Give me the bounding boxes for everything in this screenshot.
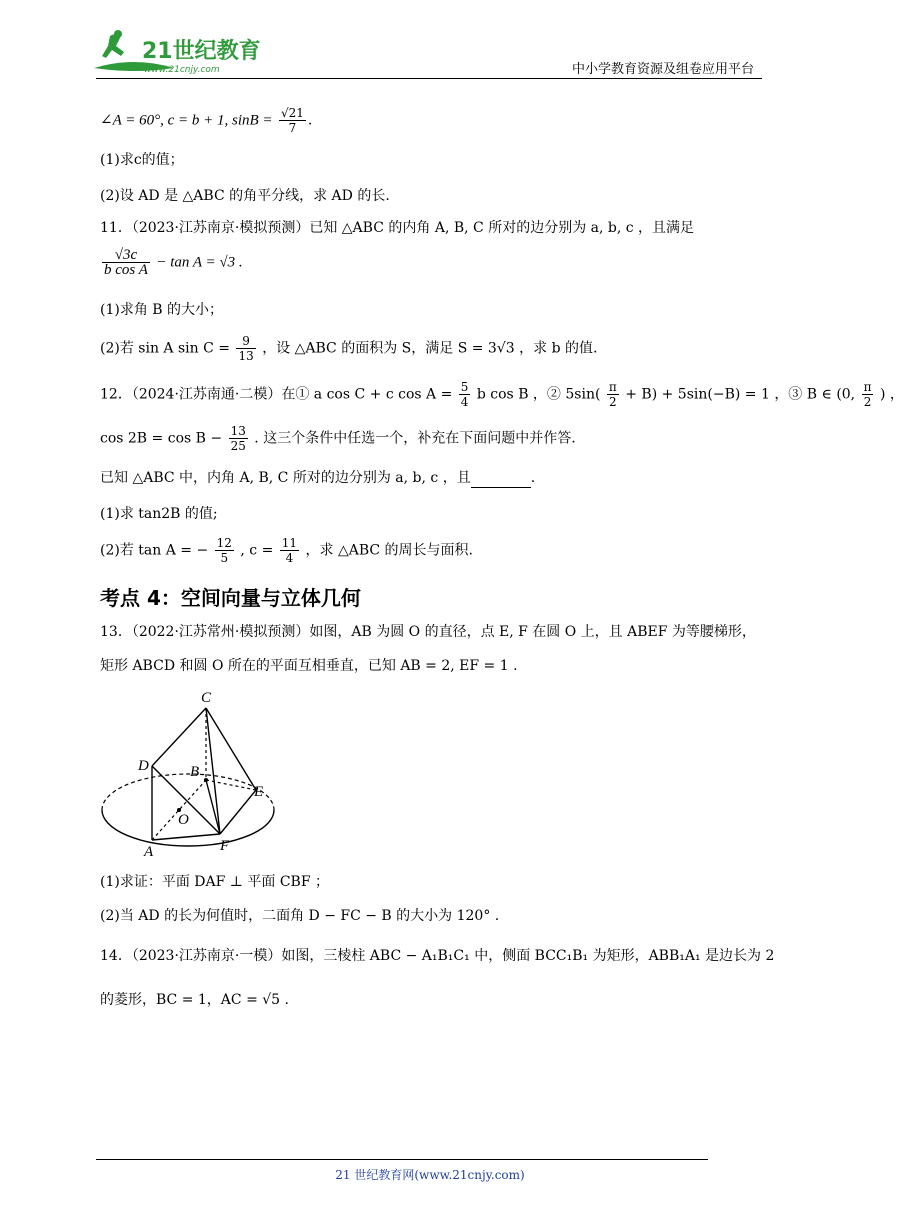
q11-equation: $\frac{√3c}{\text{b cos A}}$ − tan A = √3 . (104, 247, 243, 278)
footer-link[interactable]: 21 世纪教育网(www.21cnjy.com) (335, 1168, 525, 1182)
q13-part1: (1)求证：平面 DAF ⊥ 平面 CBF ； (100, 874, 330, 890)
logo-text: 21世纪教育 (142, 39, 261, 64)
q10-part2: (2)设 AD 是 △ABC 的角平分线，求 AD 的长. (100, 188, 390, 204)
q12-condition3: cos 2B = cos B − $\frac{13}{25}$ . 这三个条件中任选一个，补充在下面问题中并作答. (100, 424, 576, 453)
header-divider (96, 78, 762, 79)
section-heading: 考点 4：空间向量与立体几何 (100, 586, 361, 610)
label-b: B (190, 764, 200, 780)
fill-in-blank (471, 473, 531, 488)
q12-part1: (1)求 tan2B 的值; (100, 506, 218, 522)
q13-stem: 13．（2022·江苏常州·模拟预测）如图，AB 为圆 O 的直径，点 E, F 在圆 O 上，且 ABEF 为等腰梯形， (100, 624, 756, 640)
q10-part1: (1)求c的值； (100, 152, 184, 168)
footer-divider (96, 1159, 708, 1160)
label-d: D (138, 758, 149, 774)
q11-part2: (2)若 sin A sin C = $\frac{9}{13}$ ，设 △ABC 的面积为 S，满足 S = 3√3 ，求 b 的值. (100, 334, 598, 363)
q11-stem: 11．（2023·江苏南京·模拟预测）已知 △ABC 的内角 A, B, C 所对的边分别为 a, b, c ，且满足 (100, 220, 695, 236)
q12-given: 已知 △ABC 中，内角 A, B, C 所对的边分别为 a, b, c ，且 . (100, 470, 536, 486)
label-f: F (220, 838, 230, 854)
site-logo (92, 28, 262, 78)
label-e: E (254, 784, 264, 800)
q14-stem-2: 的菱形，BC = 1，AC = √5 . (100, 992, 289, 1008)
label-c: C (201, 690, 212, 706)
label-o: O (178, 812, 189, 828)
logo-url: www.21cnjy.com (144, 65, 220, 75)
q13-figure (96, 688, 286, 860)
q12-part2: (2)若 tan A = − $\frac{12}{5}$ , c = $\frac{11}{4}$ ，求 △ABC 的周长与面积. (100, 536, 473, 565)
q10-condition: ∠A = 60°, c = b + 1, sinB = $\frac{√21}{7}$ . (100, 106, 313, 135)
q10-fraction: $\frac{√21}{7}$ (280, 106, 304, 135)
q13-stem-2: 矩形 ABCD 和圆 O 所在的平面互相垂直，已知 AB = 2, EF = 1 . (100, 658, 518, 674)
q12-stem: 12．（2024·江苏南通·二模）在① a cos C + c cos A = $\frac{5}{4}$ b cos B ，② 5sin( $\frac{\pi}{2}$ + B) + 5sin(−B) = 1 ，③ B ∈ (0, $\frac{\pi}{2}$ ) ， (100, 380, 904, 409)
q13-part2: (2)当 AD 的长为何值时，二面角 D − FC − B 的大小为 120° . (100, 908, 500, 924)
q11-part1: (1)求角 B 的大小； (100, 302, 224, 318)
header-platform-name: 中小学教育资源及组卷应用平台 (571, 62, 754, 77)
q14-stem: 14．（2023·江苏南京·一模）如图，三棱柱 ABC − A₁B₁C₁ 中，侧面 BCC₁B₁ 为矩形，ABB₁A₁ 是边长为 2 (100, 948, 775, 964)
label-a: A (144, 844, 154, 860)
